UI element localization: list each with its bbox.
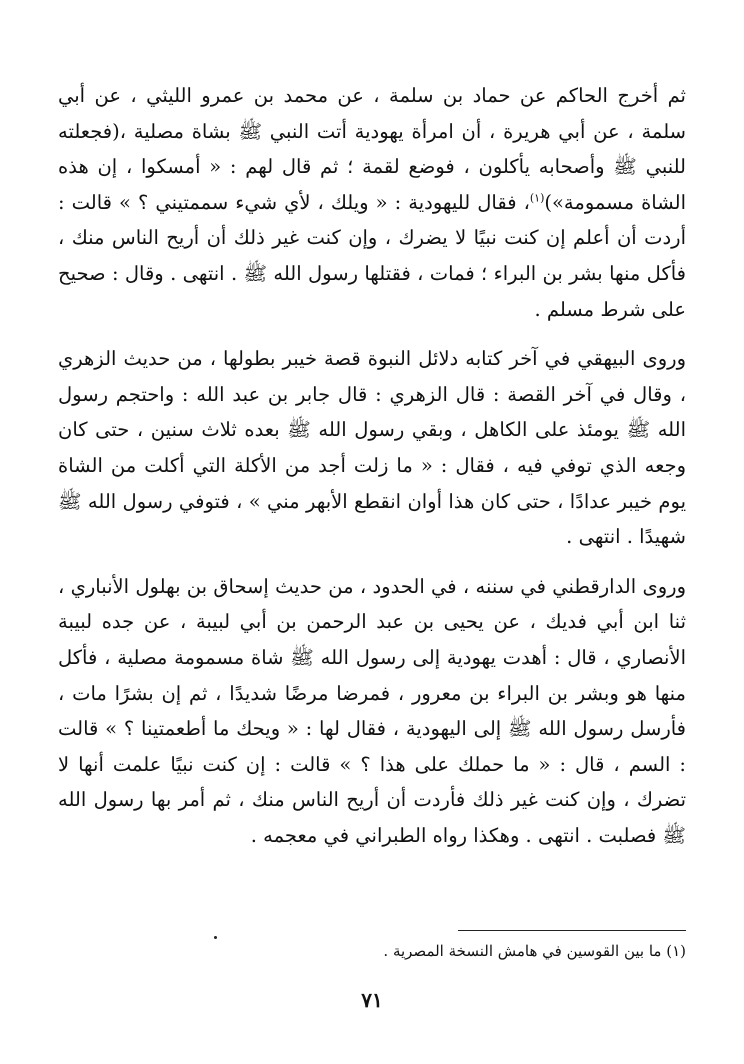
paragraph-hakim-continuation: ، فقال لليهودية : « ويلك ، لأي شيء سممتيني ؟ » قالت : أردت أن أعلم إن كنت نبيًا لا يضرك ، وإن كنت غير ذلك أن أريح الناس منك ، فأكل منها بشر بن البراء ؛ فمات ، فقتلها رسول الله ﷺ . انتهى . وقال : صحيح على شرط مسلم . [58,190,686,321]
paragraph-daraqutni: وروى الدارقطني في سننه ، في الحدود ، من حديث إسحاق بن بهلول الأنباري ، ثنا ابن أبي فديك ، عن يحيى بن عبد الرحمن بن أبي لبيبة ، عن جده لبيبة الأنصاري ، قال : أهدت يهودية إلى رسول الله ﷺ شاة مسمومة مصلية ، فأكل منها هو وبشر بن البراء بن معرور ، فمرضا مرضًا شديدًا ، ثم إن بشرًا مات ، فأرسل رسول الله ﷺ إلى اليهودية ، فقال لها : « ويحك ما أطعمتينا ؟ » قالت : السم ، قال : « ما حملك على هذا ؟ » قالت : إن كنت نبيًا علمت أنها لا تضرك ، وإن كنت غير ذلك فأردت أن أريح الناس منك ، ثم أمر بها رسول الله ﷺ فصلبت . انتهى . وهكذا رواه الطبراني في معجمه . [58,574,686,847]
page-number: ٧١ [361,988,383,1012]
page-body [58,78,686,853]
ink-dot [214,936,217,939]
footnote-reference: (١) [529,191,545,205]
paragraph-bayhaqi: وروى البيهقي في آخر كتابه دلائل النبوة قصة خيبر بطولها ، من حديث الزهري ، وقال في آخر القصة : قال الزهري : قال جابر بن عبد الله : واحتجم رسول الله ﷺ يومئذ على الكاهل ، وبقي رسول الله ﷺ بعده ثلاث سنين ، حتى كان وجعه الذي توفي فيه ، فقال : « ما زلت أجد من الأكلة التي أكلت من الشاة يوم خيبر عدادًا ، حتى كان هذا أوان انقطع الأبهر مني » ، فتوفي رسول الله ﷺ شهيدًا . انتهى . [58,347,686,549]
footnote-divider [458,930,686,931]
paragraph-hakim-text: ثم أخرج الحاكم عن حماد بن سلمة ، عن محمد بن عمرو الليثي ، عن أبي سلمة ، عن أبي هريرة ، أن امرأة يهودية أتت النبي ﷺ بشاة مصلية ،(فجعلته للنبي ﷺ وأصحابه يأكلون ، فوضع لقمة ؛ ثم قال لهم : « أمسكوا ، إن هذه الشاة مسمومة») [58,84,686,214]
footnote: (١) ما بين القوسين في هامش النسخة المصرية . [383,942,686,960]
paragraph-hakim [58,78,686,327]
